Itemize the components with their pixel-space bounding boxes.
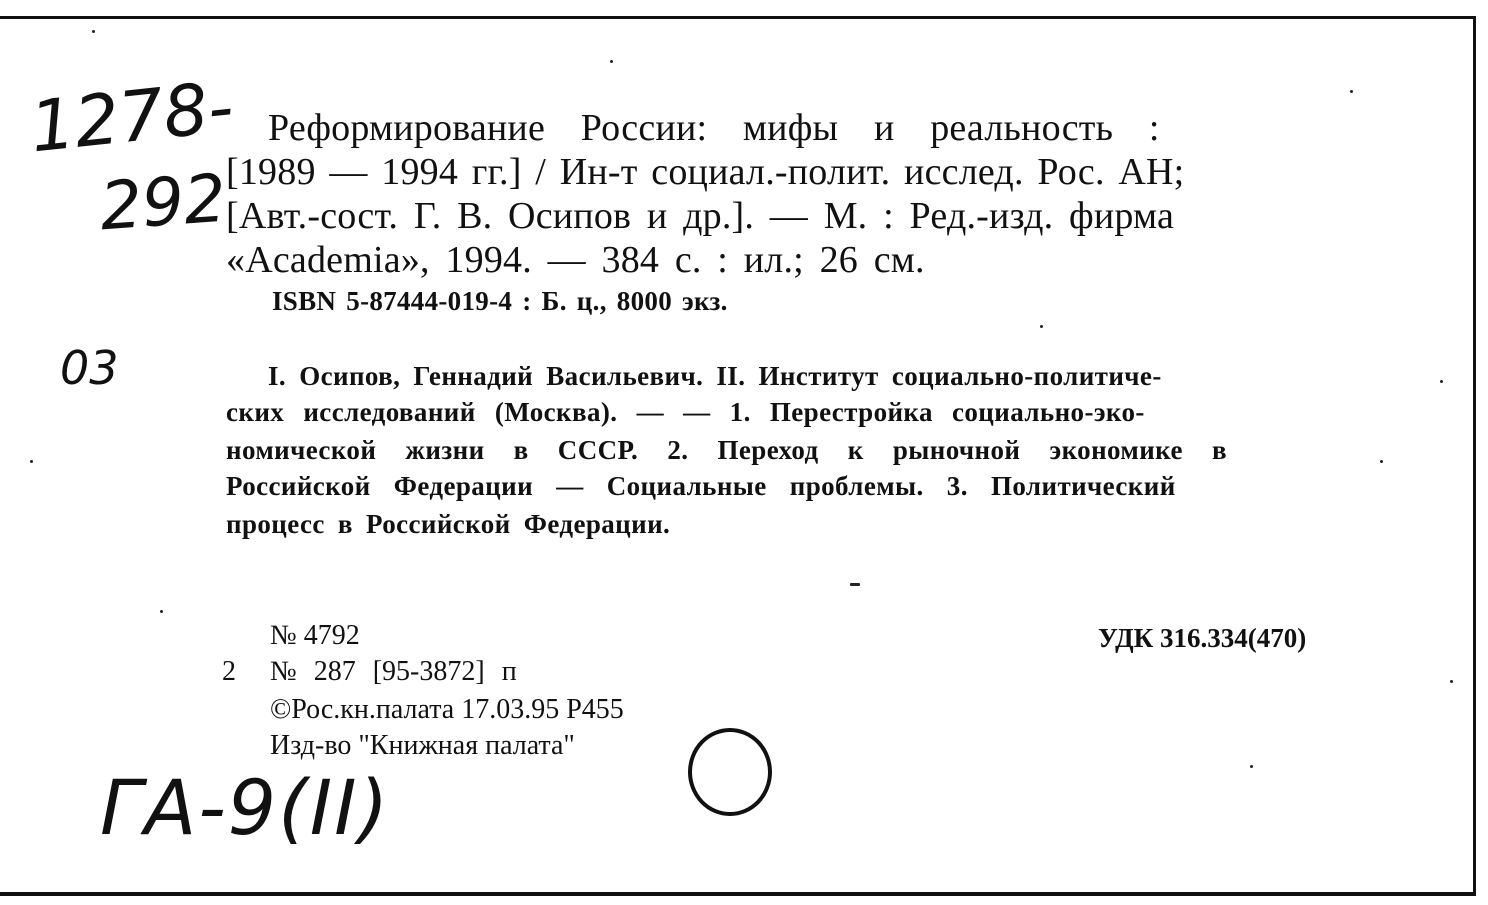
subject-line-1: I. Осипов, Геннадий Васильевич. II. Институт социально-политиче- xyxy=(268,361,1162,391)
handwritten-shelf-mark-top: 1278- xyxy=(26,65,238,169)
scan-speck xyxy=(30,460,33,463)
handwritten-bottom-mark: ГА-9(II) xyxy=(100,763,391,852)
subject-line-3: номической жизни в СССР. 2. Переход к рыночной экономике в xyxy=(226,435,1227,465)
subject-line-4: Российской Федерации — Социальные проблемы. 3. Политический xyxy=(226,471,1176,501)
udk-code: УДК 316.334(470) xyxy=(1098,623,1307,653)
scan-speck xyxy=(610,60,613,63)
book-chamber-line: ©Рос.кн.палата 17.03.95 Р455 xyxy=(270,694,624,725)
entry-line-2: [1989 — 1994 гг.] / Ин-т социал.-полит. исслед. Рос. АН; xyxy=(226,151,1185,193)
scan-speck xyxy=(1450,680,1453,683)
record-number-2: № 287 [95-3872] п xyxy=(270,656,517,687)
entry-line-4: «Academia», 1994. — 384 с. : ил.; 26 см. xyxy=(226,239,925,281)
handwritten-circle-mark xyxy=(682,720,782,820)
scan-speck xyxy=(92,30,95,33)
scan-speck xyxy=(160,610,163,613)
scan-speck xyxy=(1440,380,1443,383)
publisher-line: Изд-во "Книжная палата" xyxy=(270,730,575,761)
scan-speck xyxy=(850,583,860,586)
copy-count: 2 xyxy=(222,656,236,687)
handwritten-margin-mark: 03 xyxy=(60,341,119,395)
scan-speck xyxy=(1380,460,1383,463)
scan-speck xyxy=(1040,325,1043,328)
subject-line-5: процесс в Российской Федерации. xyxy=(226,509,671,539)
record-number: № 4792 xyxy=(270,620,360,651)
scan-speck xyxy=(1250,765,1253,768)
scan-speck xyxy=(1350,90,1353,93)
subject-line-2: ских исследований (Москва). — — 1. Перестройка социально-эко- xyxy=(226,397,1145,427)
entry-line-3: [Авт.-сост. Г. В. Осипов и др.]. — М. : Ред.-изд. фирма xyxy=(226,195,1175,237)
isbn-line: ISBN 5-87444-019-4 : Б. ц., 8000 экз. xyxy=(272,286,728,316)
entry-title-line: Реформирование России: мифы и реальность : xyxy=(268,107,1160,149)
handwritten-shelf-mark-second: 292 xyxy=(97,159,229,246)
